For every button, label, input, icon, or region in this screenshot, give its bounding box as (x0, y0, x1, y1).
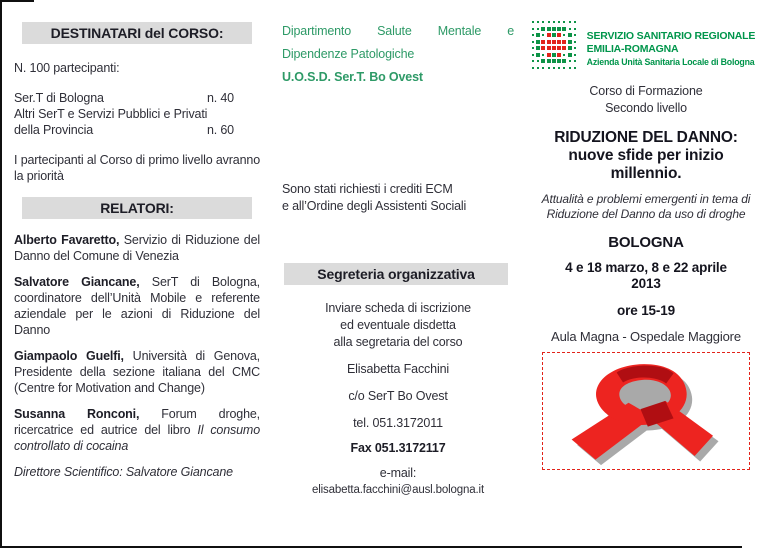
email-label: e-mail: (379, 466, 417, 480)
department-line1: Dipartimento Salute Mentale e (282, 24, 514, 38)
title-line1: RIDUZIONE DEL DANNO: (554, 129, 738, 146)
secretariat-details (282, 300, 514, 499)
speaker-name: Alberto Favaretto, (14, 233, 120, 247)
ssr-logo (530, 17, 768, 71)
quota-row-provincia (14, 122, 260, 138)
quota-label: della Provincia (14, 123, 94, 137)
logo-line1: SERVIZIO SANITARIO REGIONALE (586, 30, 756, 42)
instruction-line1: Inviare scheda di iscrizione (325, 301, 471, 315)
speaker-guelfi (14, 348, 260, 396)
course-line1: Corso di Formazione (589, 84, 703, 98)
speaker-name: Susanna Ronconi, (14, 407, 140, 421)
quota-row-sert-bologna (14, 90, 260, 106)
ecm-line2: e all’Ordine degli Assistenti Sociali (282, 199, 467, 213)
quota-value: n. 60 (206, 123, 234, 137)
city-name: BOLOGNA (608, 234, 684, 251)
unit-name: U.O.S.D. Ser.T. Bo Ovest (282, 70, 423, 84)
ecm-credits-block (282, 181, 514, 215)
course-type-block (524, 83, 768, 117)
secretariat-header: Segreteria organizzativa (284, 263, 508, 285)
dates-line1: 4 e 18 marzo, 8 e 22 aprile (565, 260, 727, 275)
quota-label: Ser.T di Bologna (14, 91, 104, 105)
subtitle-line2: Riduzione del Danno da uso di droghe (546, 207, 746, 221)
speaker-favaretto (14, 232, 260, 264)
logo-line3: Azienda Unità Sanitaria Locale di Bologna (586, 57, 755, 67)
priority-note: I partecipanti al Corso di primo livello avranno la priorità (14, 153, 260, 183)
course-line2: Secondo livello (605, 101, 687, 115)
ribbon-image-frame (542, 352, 750, 470)
department-block (282, 20, 514, 89)
column-segreteria (270, 0, 518, 548)
scientific-director-note: Direttore Scientifico: Salvatore Giancane (14, 465, 233, 479)
speaker-desc: Forum droghe, ricercatrice ed autrice del libro (14, 407, 261, 437)
column-course-info (518, 0, 780, 548)
participants-line: N. 100 partecipanti: (14, 61, 120, 75)
subtitle-line1: Attualità e problemi emergenti in tema di (541, 192, 751, 206)
contact-name: Elisabetta Facchini (346, 362, 450, 376)
quota-altri-line: Altri SerT e Servizi Pubblici e Privati (14, 107, 208, 121)
ssr-logo-text (587, 20, 755, 68)
speaker-name: Salvatore Giancane, (14, 275, 140, 289)
course-title (524, 129, 768, 183)
relatori-header: RELATORI: (22, 197, 252, 219)
ecm-line1: Sono stati richiesti i crediti ECM (282, 182, 453, 196)
contact-organization: c/o SerT Bo Ovest (348, 389, 448, 403)
course-dates (524, 260, 768, 292)
course-subtitle (524, 192, 768, 222)
destinatari-header: DESTINATARI del CORSO: (22, 22, 252, 44)
title-line2: nuove sfide per inizio (568, 147, 724, 164)
email-address: elisabetta.facchini@ausl.bologna.it (311, 484, 484, 496)
contact-phone: tel. 051.3172011 (353, 416, 443, 430)
speaker-desc: Università di Genova, Presidente della sezione italiana del CMC (Centre for Motivation and Change) (14, 349, 260, 395)
speaker-desc: SerT di Bologna, coordinatore dell’Unità Mobile e referente aziendale per le azioni di Riduzione del Danno (14, 275, 261, 337)
column-destinatari-relatori (0, 0, 270, 548)
speaker-ronconi (14, 406, 260, 454)
course-time: ore 15-19 (617, 303, 675, 318)
quota-block (14, 90, 260, 138)
department-line2: Dipendenze Patologiche (282, 47, 415, 61)
speaker-desc: Servizio di Riduzione del Danno del Comune di Venezia (14, 233, 261, 263)
page-top-border-stub (0, 0, 34, 2)
quota-value: n. 40 (206, 91, 234, 105)
course-venue: Aula Magna - Ospedale Maggiore (551, 329, 741, 344)
logo-line2: EMILIA-ROMAGNA (586, 43, 679, 55)
title-line3: millennio. (610, 165, 682, 182)
page-left-border (0, 0, 2, 548)
dates-line2: 2013 (631, 276, 661, 291)
ssr-mosaic-icon (530, 19, 578, 71)
contact-fax: Fax 051.3172117 (350, 441, 446, 455)
red-ribbon-icon (548, 355, 744, 467)
instruction-line2: ed eventuale disdetta (340, 318, 456, 332)
speaker-giancane (14, 274, 260, 338)
speaker-name: Giampaolo Guelfi, (14, 349, 124, 363)
speaker-book-title: Il consumo controllato di cocaina (14, 423, 260, 453)
instruction-line3: alla segretaria del corso (333, 335, 463, 349)
